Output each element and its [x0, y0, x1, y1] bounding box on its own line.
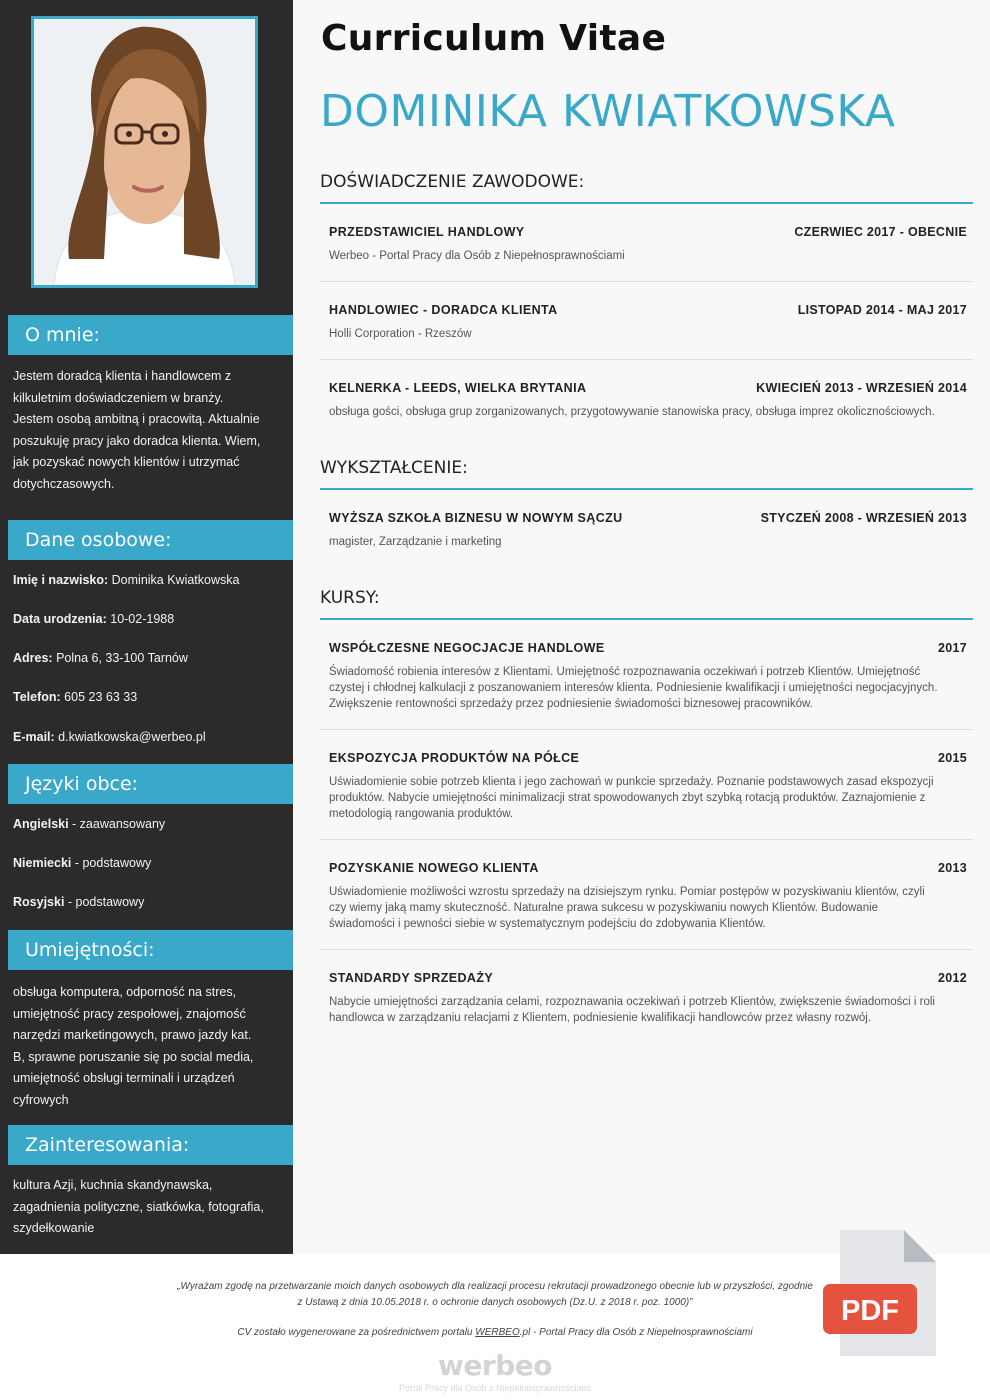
entry-date: STYCZEŃ 2008 - WRZESIEŃ 2013 — [760, 511, 967, 525]
description-line: Nabycie umiejętności zarządzania celami, rozpoznawania oczekiwań i potrzeb Klientów, zwiększenie świadomości i roli — [329, 996, 935, 1008]
divider — [320, 281, 973, 282]
experience-heading: DOŚWIADCZENIE ZAWODOWE: — [320, 172, 973, 204]
logo-tagline: Portal Pracy dla Osób z Niepełnosprawnościami — [398, 1383, 592, 1393]
skills-line: narzędzi marketingowych, prawo jazdy kat. — [13, 1028, 252, 1042]
page-title: Curriculum Vitae — [321, 18, 667, 59]
languages-heading: Języki obce: — [8, 764, 311, 804]
entry-title: PRZEDSTAWICIEL HANDLOWY — [329, 225, 525, 239]
entry-title: WSPÓŁCZESNE NEGOCJACJE HANDLOWE — [329, 641, 605, 655]
description-line: metodologią rangowania produktów. — [329, 808, 514, 820]
experience-entry — [329, 225, 969, 264]
entry-date: LISTOPAD 2014 - MAJ 2017 — [797, 303, 967, 317]
interests-line: szydełkowanie — [13, 1221, 95, 1235]
about-line: Jestem osobą ambitną i pracowitą. Aktualnie — [13, 412, 260, 426]
about-line: poszukuję pracy jako doradca klienta. Wiem, — [13, 433, 261, 448]
entry-date: 2015 — [937, 751, 967, 765]
entry-title: POZYSKANIE NOWEGO KLIENTA — [329, 861, 539, 875]
course-entry — [329, 751, 969, 822]
about-text — [13, 366, 281, 495]
divider — [320, 359, 973, 360]
personal-phone: Telefon: 605 23 63 33 — [13, 690, 138, 704]
entry-subtitle: Holli Corporation - Rzeszów — [329, 328, 472, 340]
language-item: Angielski - zaawansowany — [13, 817, 166, 831]
skills-line: obsługa komputera, odporność na stres, — [13, 985, 237, 999]
description-line: czy wiemy jaką mamy skuteczność. Naturalne prawa sukcesu w pozyskiwaniu nowych Klientów. Budowanie — [329, 902, 879, 914]
course-entry — [329, 861, 969, 932]
entry-subtitle: magister, Zarządzanie i marketing — [329, 536, 502, 548]
entry-description — [329, 994, 969, 1026]
werbeo-logo: werbeo — [438, 1349, 552, 1382]
description-line: świadomości i pewności siebie w systematycznym podejściu do zdobywania Klientów. — [329, 918, 766, 930]
skills-text — [13, 982, 281, 1111]
skills-line: cyfrowych — [13, 1092, 69, 1107]
entry-date: KWIECIEŃ 2013 - WRZESIEŃ 2014 — [756, 381, 967, 395]
interests-line: kultura Azji, kuchnia skandynawska, — [13, 1178, 213, 1192]
entry-description — [329, 774, 969, 822]
consent-clause: „Wyrażam zgodę na przetwarzanie moich danych osobowych dla realizacji procesu rekrutacji prowadzonego obecnie lub w przyszłości, zgodnie z Ustawą z dnia 10.05.2018 r. o ochronie danych osobowych (Dz.U. z 2018 r. poz. 1000)” — [177, 1281, 813, 1308]
werbeo-link[interactable]: WERBEO — [475, 1327, 520, 1338]
education-entry — [329, 511, 969, 550]
description-line: Zwiększenie rentowności sprzedaży przez podniesienie świadomości biznesowej pracowników. — [329, 698, 813, 710]
candidate-name: DOMINIKA KWIATKOWSKA — [320, 86, 896, 137]
entry-title: STANDARDY SPRZEDAŻY — [329, 971, 494, 985]
entry-title: EKSPOZYCJA PRODUKTÓW NA PÓŁCE — [329, 751, 580, 765]
divider — [320, 839, 973, 840]
entry-date: 2012 — [937, 971, 967, 985]
courses-heading: KURSY: — [320, 588, 973, 620]
personal-name: Imię i nazwisko: Dominika Kwiatkowska — [13, 573, 240, 587]
description-line: Świadomość robienia interesów z Klientami. Umiejętność rozpoznawania oczekiwań i potrzeb Klientów. Umiejętność — [329, 666, 921, 678]
generated-note: CV zostało wygenerowane za pośrednictwem portalu WERBEO.pl - Portal Pracy dla Osób z Niepełnosprawnościami — [237, 1327, 753, 1338]
course-entry — [329, 971, 969, 1026]
description-line: czystej i chłodnej kalkulacji z poszanowaniem interesów klienta. Podniesienie kwalifikacji i umiejętności negocjacyjnych. — [329, 682, 938, 694]
about-line: jak pozyskać nowych klientów i utrzymać — [13, 455, 240, 469]
about-line: kilkuletnim doświadczeniem w branży. — [13, 390, 224, 405]
personal-birthdate: Data urodzenia: 10-02-1988 — [13, 612, 175, 626]
education-heading: WYKSZTAŁCENIE: — [320, 458, 973, 490]
entry-title: HANDLOWIEC - DORADCA KLIENTA — [329, 303, 558, 317]
entry-description — [329, 884, 969, 932]
entry-date: 2013 — [937, 861, 967, 875]
personal-email: E-mail: d.kwiatkowska@werbeo.pl — [13, 730, 206, 744]
portrait-image — [34, 19, 255, 285]
description-line: Uświadomienie sobie potrzeb klienta i jego zachowań w punkcie sprzedaży. Poznanie podstawowych zasad ekspozycji — [329, 776, 934, 788]
main-content — [293, 0, 990, 1254]
sidebar — [0, 0, 293, 1254]
interests-text — [13, 1175, 281, 1240]
entry-title: WYŻSZA SZKOŁA BIZNESU W NOWYM SĄCZU — [329, 511, 623, 525]
experience-entry — [329, 303, 969, 342]
personal-heading: Dane osobowe: — [8, 520, 311, 560]
skills-line: umiejętność pracy zespołowej, znajomość — [13, 1006, 246, 1021]
description-line: Uświadomienie możliwości wzrostu sprzedaży na dzisiejszym rynku. Pomiar postępów w pozyskiwaniu klientów, czyli — [329, 886, 925, 898]
description-line: produktów. Nabycie umiejętności minimalizacji strat spowodowanych zbyt szybką rotacją produktów. Zaznajomienie z — [329, 792, 926, 804]
interests-heading: Zainteresowania: — [8, 1125, 311, 1165]
skills-line: umiejętność obsługi terminali i urządzeń — [13, 1071, 235, 1085]
description-line: handlowca w zarządzaniu relacjami z Klientem, podniesienie kwalifikacji handlowców przez własny rozwój. — [329, 1012, 872, 1024]
about-line: Jestem doradcą klienta i handlowcem z — [13, 369, 232, 383]
experience-entry — [329, 381, 969, 420]
entry-description — [329, 664, 969, 712]
about-heading: O mnie: — [8, 315, 311, 355]
divider — [320, 729, 973, 730]
entry-title: KELNERKA - LEEDS, WIELKA BRYTANIA — [329, 381, 587, 395]
pdf-download-icon[interactable] — [822, 1228, 937, 1358]
personal-address: Adres: Polna 6, 33-100 Tarnów — [13, 651, 188, 665]
language-item: Niemiecki - podstawowy — [13, 856, 152, 870]
course-entry — [329, 641, 969, 712]
skills-line: B, sprawne poruszanie się po social media, — [13, 1049, 254, 1064]
interests-line: zagadnienia polityczne, siatkówka, fotografia, — [13, 1199, 264, 1214]
entry-date: CZERWIEC 2017 - OBECNIE — [794, 225, 967, 239]
entry-subtitle: Werbeo - Portal Pracy dla Osób z Niepełnosprawnościami — [329, 250, 625, 262]
entry-date: 2017 — [937, 641, 967, 655]
about-line: dotychczasowych. — [13, 476, 115, 491]
profile-photo — [31, 16, 258, 288]
language-item: Rosyjski - podstawowy — [13, 895, 145, 909]
entry-subtitle: obsługa gości, obsługa grup zorganizowanych, przygotowywanie stanowiska pracy, obsługa imprez okolicznościowych. — [329, 406, 935, 418]
skills-heading: Umiejętności: — [8, 930, 311, 970]
pdf-label: PDF — [841, 1295, 899, 1327]
divider — [320, 949, 973, 950]
